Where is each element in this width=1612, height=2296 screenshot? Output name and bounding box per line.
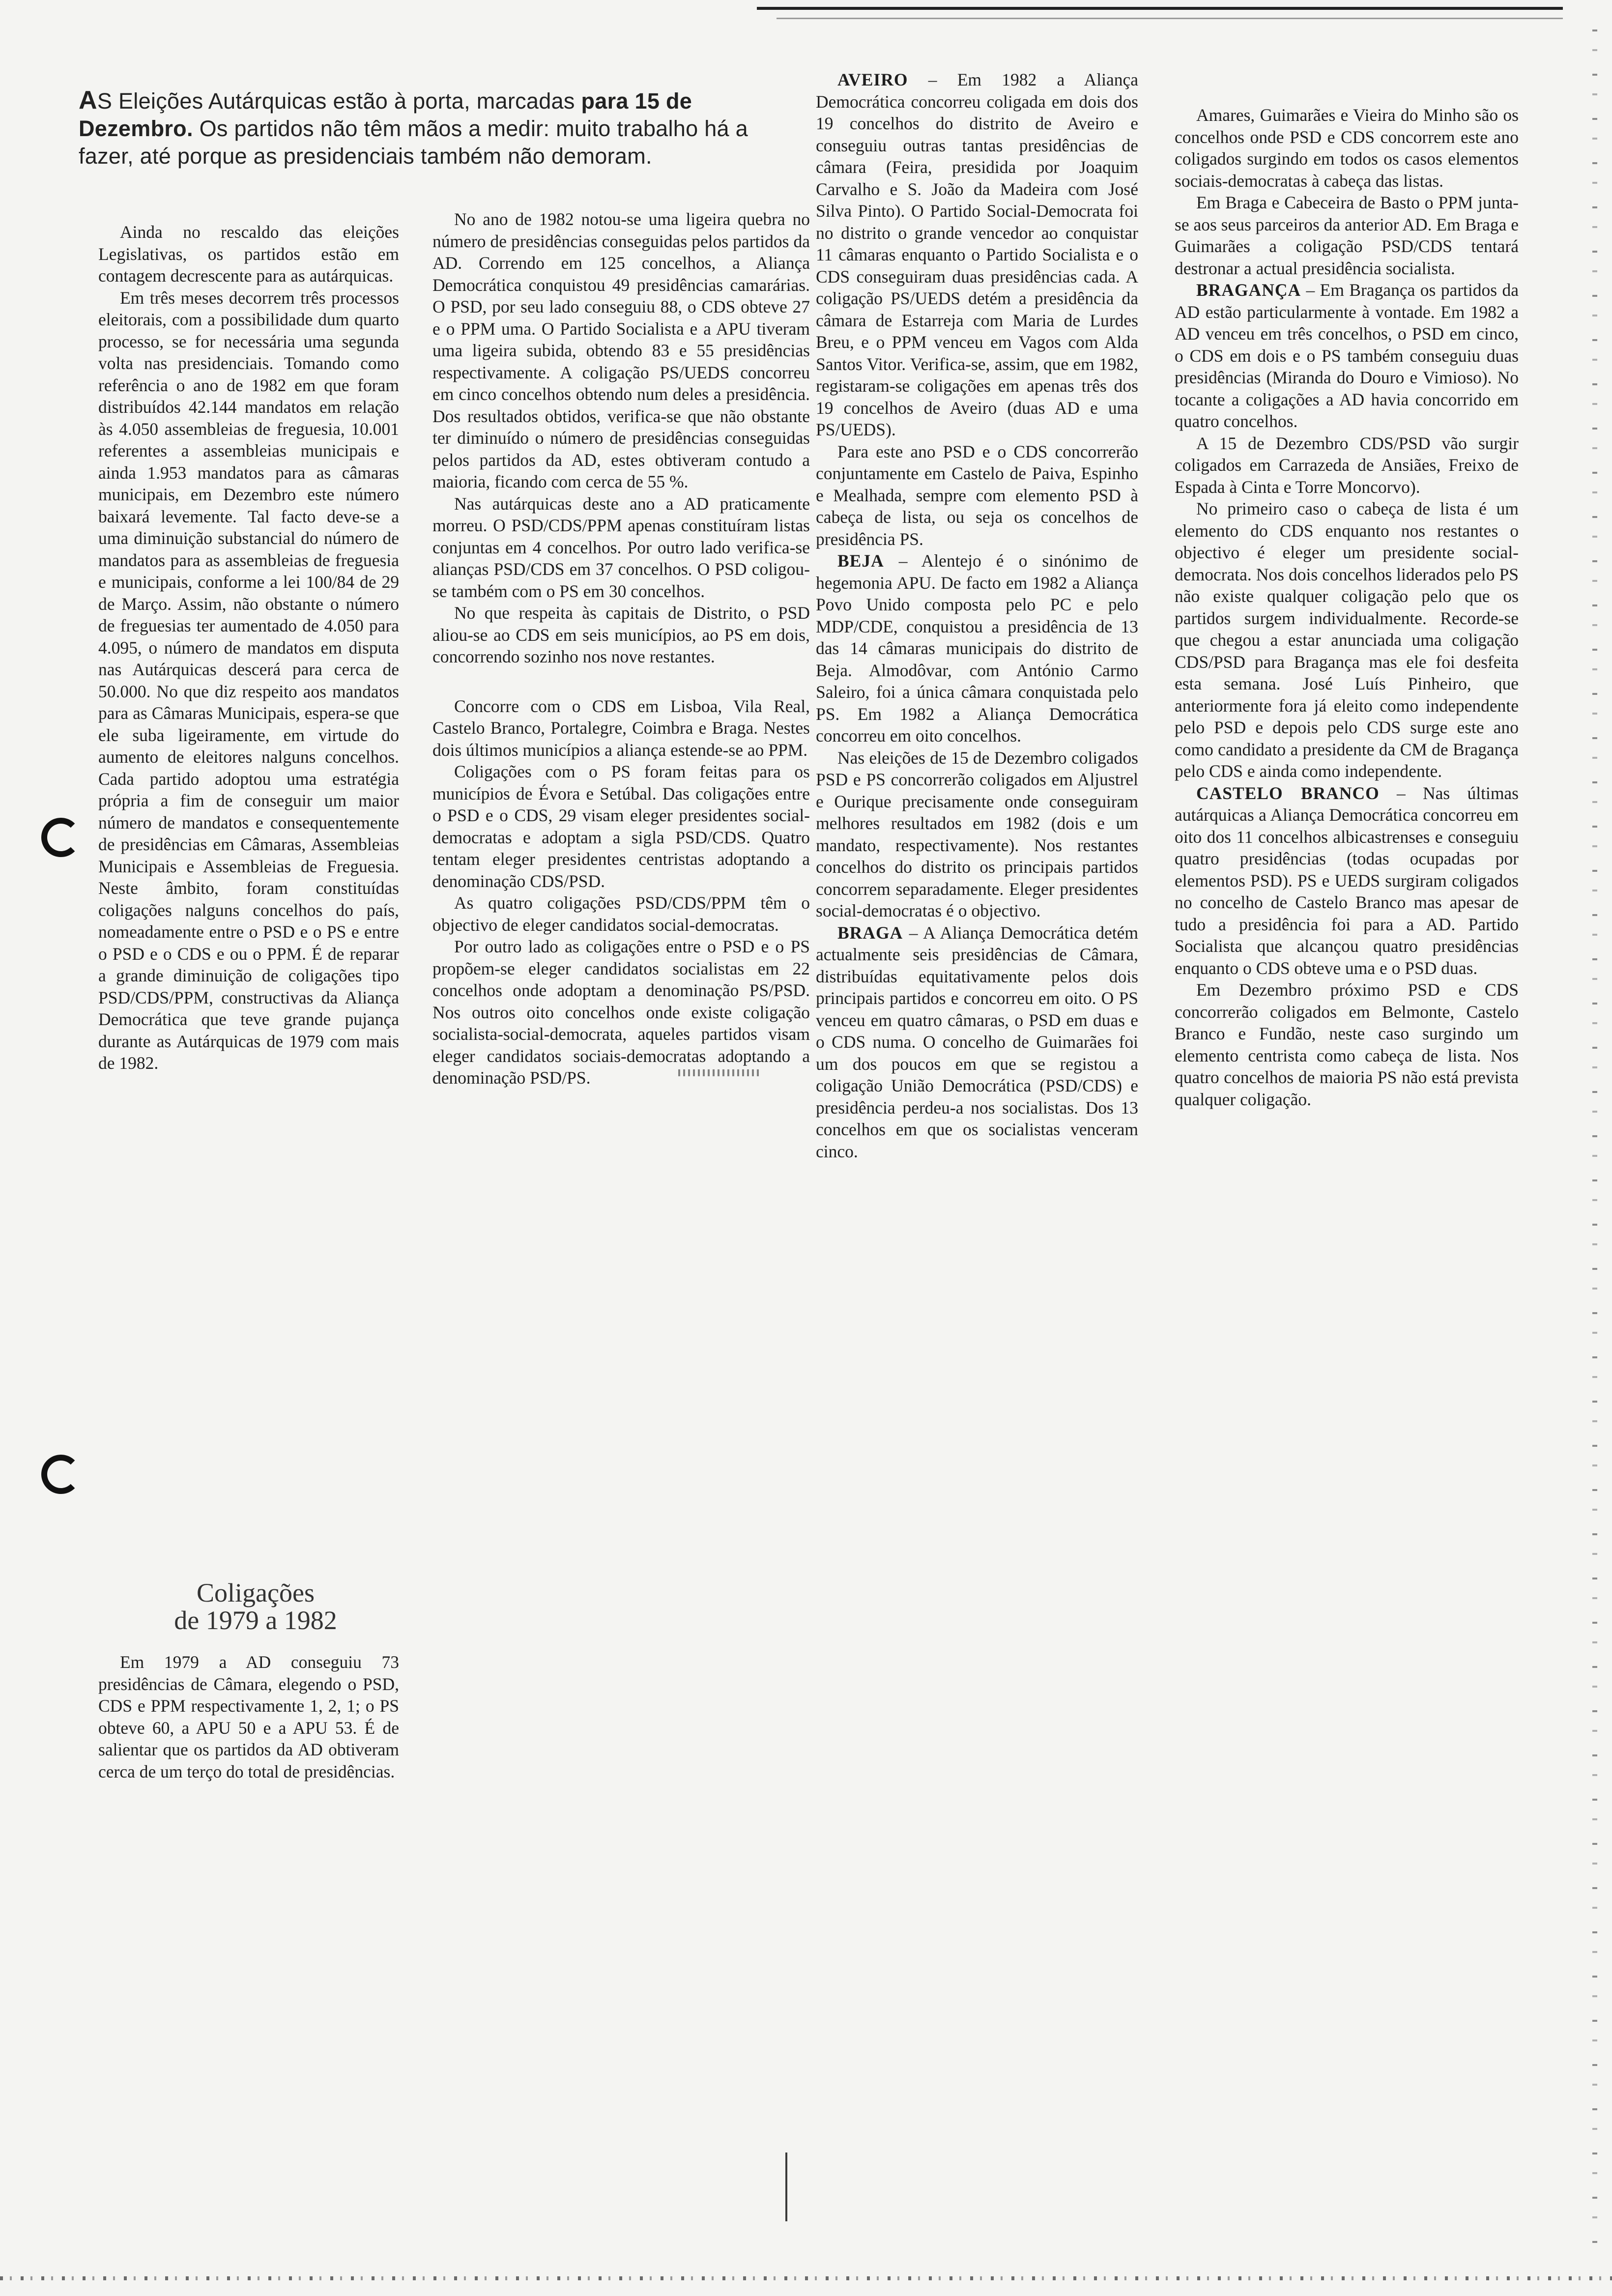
lede-highlight: para 15 de Dezembro. (79, 88, 692, 141)
column-2 (432, 208, 810, 1089)
braganca-text: – Em Bragança os partidos da AD estão particularmente à vontade. Em 1982 a AD venceu em três concelhos, o PSD em cinco, o CDS em dois e o PS também conseguiu duas presidências (Miranda do Douro e Vimioso). No tocante a coligações a AD havia concorrido em quatro concelhos. (1175, 280, 1519, 431)
punch-hole-bottom (41, 1455, 81, 1494)
column-1 (98, 221, 399, 1074)
top-rule-faint (777, 18, 1563, 19)
paragraph: No primeiro caso o cabeça de lista é um elemento do CDS enquanto nos restantes o objectivo é eleger um presidente social-democrata. Nos dois concelhos liderados pelo PS não existe qualquer coligação pelo que os partidos surgem individualmente. Recorde-se que chegou a estar anunciada uma coligação CDS/PSD para Bragança mas ele foi desfeita esta semana. José Luís Pinheiro, que anteriormente fora já eleito como independente pelo PSD e depois pelo CDS surge este ano como candidato a presidente da CM de Bragança pelo CDS e ainda como independente. (1175, 499, 1519, 781)
paragraph: Amares, Guimarães e Vieira do Minho são os concelhos onde PSD e CDS concorrem este ano coligados surgindo em todos os casos elementos sociais-democratas à cabeça das listas. (1175, 105, 1519, 191)
paragraph: Em Dezembro próximo PSD e CDS concorrerão coligados em Belmonte, Castelo Branco e Fundão, neste caso surgindo um elemento centrista como cabeça de lista. Nos quatro concelhos de maioria PS não está prevista qualquer coligação. (1175, 980, 1519, 1109)
paragraph: No que respeita às capitais de Distrito, o PSD aliou-se ao CDS em seis municípios, ao PS em dois, concorrendo sozinho nos nove restantes. (432, 603, 810, 666)
district-beja: BEJA (837, 551, 884, 571)
lede-text-1: S Eleições Autárquicas estão à porta, marcadas (97, 88, 581, 114)
scan-edge-noise (1592, 29, 1597, 2251)
paragraph: Em três meses decorrem três processos eleitorais, com a possibilidade dum quarto processo, se for necessária uma segunda volta nas presidenciais. Tomando como referência o ano de 1982 em que foram distribuídos 42.144 mandatos em relação às 4.050 assembleias de freguesia, 10.001 referentes a assembleias municipais e ainda 1.953 mandatos para as câmaras municipais, em Dezembro este número baixará levemente. Tal facto deve-se a uma diminuição substancial do número de mandatos para as assembleias de freguesia e municipais, conforme a lei 100/84 de 29 de Março. Assim, não obstante o número de freguesias ter aumentado de 4.050 para 4.095, o número de mandatos em disputa nas Autárquicas descerá para cerca de 50.000. No que diz respeito aos mandatos para as Câmaras Municipais, espera-se que ele suba ligeiramente, em virtude do aumento de eleitores nalguns concelhos. Cada partido adoptou uma estratégia própria a fim de conseguir um maior número de mandatos e consequentemente de presidências em Câmaras, Assembleias Municipais e Assembleias de Freguesia. Neste âmbito, foram constituídas coligações nalguns concelhos do país, nomeadamente entre o PSD e o PS e entre o PSD e o CDS e ou o PPM. É de reparar a grande diminuição de coligações tipo PSD/CDS/PPM, constructivas da Aliança Democrática que teve grande pujança durante as Autárquicas de 1979 com mais de 1982. (98, 287, 399, 1073)
paragraph: Em 1979 a AD conseguiu 73 presidências de Câmara, elegendo o PSD, CDS e PPM respectivamente 1, 2, 1; o PS obteve 60, a APU 50 e a APU 53. É de salientar que os partidos da AD obtiveram cerca de um terço do total de presidências. (98, 1652, 399, 1781)
paragraph: Coligações com o PS foram feitas para os municípios de Évora e Setúbal. Das coligações entre o PSD e o CDS, 29 visam eleger presidentes social-democratas e adoptam a sigla PSD/CDS. Quatro tentam eleger presidentes centristas adoptando a denominação CDS/PSD. (432, 762, 810, 891)
paragraph-beja (816, 550, 1138, 747)
paragraph-braga (816, 922, 1138, 1163)
paragraph: Concorre com o CDS em Lisboa, Vila Real, Castelo Branco, Portalegre, Coimbra e Braga. Nestes dois últimos municípios a aliança estende-se ao PPM. (432, 696, 810, 760)
district-braga: BRAGA (837, 922, 903, 943)
fold-mark (785, 2152, 787, 2221)
paragraph: Nas autárquicas deste ano a AD praticamente morreu. O PSD/CDS/PPM apenas constituíram listas conjuntas em 4 concelhos. Por outro lado verifica-se alianças PSD/CDS em 37 concelhos. O PSD coligou-se também com o PS em 30 concelhos. (432, 493, 810, 601)
paragraph: Por outro lado as coligações entre o PSD e o PS propõem-se eleger candidatos socialistas em 22 concelhos onde adoptam a denominação PS/PSD. Nos outros oito concelhos onde existe coligação socialista-social-democrata, aqueles partidos visam eleger candidatos sociais-democratas adoptando a denominação PSD/PS. (432, 937, 810, 1088)
beja-text: – Alentejo é o sinónimo de hegemonia APU. De facto em 1982 a Aliança Povo Unido composta pelo PC e pelo MDP/CDE, conquistou a presidência de 13 das 14 câmaras municipais do distrito de Beja. Almodôvar, com António Carmo Saleiro, foi a única câmara conquistada pelo PS. Em 1982 a Aliança Democrática concorreu em oito concelhos. (816, 551, 1138, 746)
braga-text: – A Aliança Democrática detém actualmente seis presidências de Câmara, distribuídas equitativamente pelos dois principais partidos e concorreu em oito. O PS venceu em quatro câmaras, o PSD em duas e o CDS numa. O concelho de Guimarães foi um dos poucos em que se registou a coligação União Democrática (PSD/CDS) e presidência perdeu-a nos socialistas. Dos 13 concelhos em que os socialistas venceram cinco. (816, 922, 1138, 1161)
subheading-coligacoes: Coligações (197, 1578, 315, 1607)
lede-text-2: Os partidos não têm mãos a medir: muito trabalho há a fazer, até porque as presidenciais também não demoram. (79, 116, 748, 169)
punch-hole-top (41, 818, 81, 857)
district-braganca: BRAGANÇA (1196, 280, 1301, 300)
article-lede (79, 86, 767, 170)
paragraph: A 15 de Dezembro CDS/PSD vão surgir coligados em Carrazeda de Ansiães, Freixo de Espada à Cinta e Torre Moncorvo). (1175, 433, 1519, 497)
paragraph-aveiro (816, 69, 1138, 441)
column-3 (816, 69, 1138, 1162)
paragraph: Ainda no rescaldo das eleições Legislativas, os partidos estão em contagem decrescente para as autárquicas. (98, 222, 399, 286)
column-gap (432, 668, 810, 695)
aveiro-text: – Em 1982 a Aliança Democrática concorreu coligada em dois dos 19 concelhos do distrito de Aveiro e conseguiu outras tantas presidências de câmara (Feira, presidida por Joaquim Carvalho e S. João da Madeira com José Silva Pinto). O Partido Social-Democrata foi no distrito o grande vencedor ao conquistar 11 câmaras enquanto o Partido Socialista e o CDS conseguiram duas presidências cada. A coligação PS/UEDS detém a presidência da câmara de Estarreja com Maria de Lurdes Breu, e o PPM venceu em Vagos com Alda Santos Vitor. Verifica-se, assim, que em 1982, registaram-se coligações em apenas três dos 19 concelhos de Aveiro (duas AD e uma PS/UEDS). (816, 70, 1138, 439)
paragraph: As quatro coligações PSD/CDS/PPM têm o objectivo de eleger candidatos social-democratas. (432, 893, 810, 935)
top-rule (757, 7, 1563, 10)
subheading-years: de 1979 a 1982 (174, 1606, 337, 1635)
scan-bottom-noise (0, 2276, 1612, 2280)
column-4 (1175, 104, 1519, 1110)
paragraph: Em Braga e Cabeceira de Basto o PPM junta-se aos seus parceiros da anterior AD. Em Braga e Guimarães a coligação PSD/CDS tentará destronar a actual presidência socialista. (1175, 193, 1519, 278)
paragraph: Para este ano PSD e o CDS concorrerão conjuntamente em Castelo de Paiva, Espinho e Mealhada, sempre com elemento PSD à cabeça de lista, ou seja os concelhos de presidência PS. (816, 441, 1138, 549)
column-1-lower (98, 1651, 399, 1782)
paragraph-braganca (1175, 279, 1519, 432)
paragraph-castelo-branco (1175, 782, 1519, 979)
district-aveiro: AVEIRO (837, 70, 908, 89)
district-castelo-branco: CASTELO BRANCO (1196, 783, 1380, 803)
paragraph: No ano de 1982 notou-se uma ligeira quebra no número de presidências conseguidas pelos partidos da AD. Correndo em 125 concelhos, a Aliança Democrática conquistou 49 presidências camarárias. O PSD, por seu lado conseguiu 88, o CDS obteve 27 e o PPM uma. O Partido Socialista e a APU tiveram uma ligeira subida, obtendo 83 e 55 presidências respectivamente. A coligação PS/UEDS concorreu em cinco concelhos obtendo num deles a presidência. Dos resultados obtidos, verifica-se que não obstante ter diminuído o número de presidências conseguidas pelos partidos da AD, estes obtiveram contudo a maioria, ficando com cerca de 55 %. (432, 209, 810, 491)
lede-dropcap: A (79, 86, 97, 115)
paragraph: Nas eleições de 15 de Dezembro coligados PSD e PS concorrerão coligados em Aljustrel e Ourique precisamente onde conseguiram melhores resultados em 1982 (dois e um mandato, respectivamente). Nos restantes concelhos do distrito os principais partidos concorrem separadamente. Eleger presidentes social-democratas é o objectivo. (816, 747, 1138, 920)
castelo-branco-text: – Nas últimas autárquicas a Aliança Democrática concorreu em oito dos 11 concelhos albicastrenses e conseguiu quatro presidências (todas ocupadas por elementos PSD). PS e UEDS surgiram coligados no concelho de Castelo Branco mas apesar de tudo a presidência foi para a AD. Partido Socialista que alcançou quatro presidências enquanto o CDS obteve uma e o PSD duas. (1175, 783, 1519, 978)
